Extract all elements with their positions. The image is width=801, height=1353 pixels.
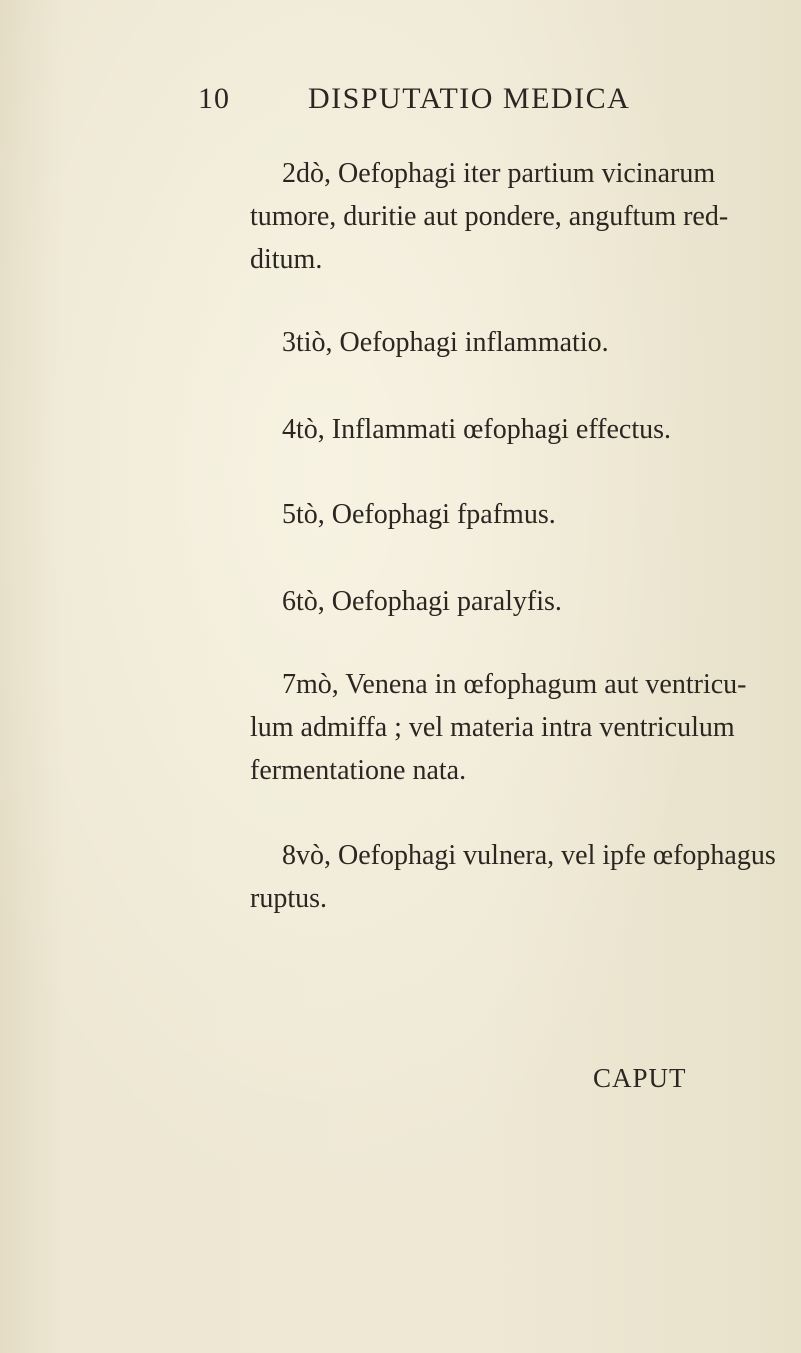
list-entry-3 [282, 321, 801, 364]
list-entry-6 [282, 580, 801, 623]
entry-line: tumore, duritie aut pondere, anguftum red- [250, 201, 729, 232]
entry-line: fermentatione nata. [250, 755, 467, 786]
entry-line: 2dò, Oefophagi iter partium vicinarum [282, 158, 716, 189]
list-entry-4 [282, 408, 801, 451]
entry-line: 8vò, Oefophagi vulnera, vel ipfe œfophagus [282, 840, 776, 871]
entry-line: ditum. [250, 244, 323, 275]
entry-line: 7mò, Venena in œfophagum aut ventricu- [282, 669, 747, 700]
page-header [198, 82, 698, 122]
page-number: 10 [198, 82, 230, 115]
running-title: DISPUTATIO MEDICA [308, 82, 631, 115]
list-entry-2 [250, 152, 780, 281]
entry-line: 4tò, Inflammati œfophagi effectus. [282, 414, 672, 445]
catchword: CAPUT [593, 1063, 687, 1093]
list-entry-5 [282, 493, 801, 536]
entry-line: 6tò, Oefophagi paralyfis. [282, 586, 562, 617]
entry-line: 3tiò, Oefophagi inflammatio. [282, 327, 609, 358]
list-entry-7 [250, 663, 780, 792]
entry-line: 5tò, Oefophagi fpafmus. [282, 499, 556, 530]
entry-line: lum admiffa ; vel materia intra ventriculum [250, 712, 735, 743]
list-entry-8 [250, 834, 780, 920]
entry-line: ruptus. [250, 883, 327, 914]
